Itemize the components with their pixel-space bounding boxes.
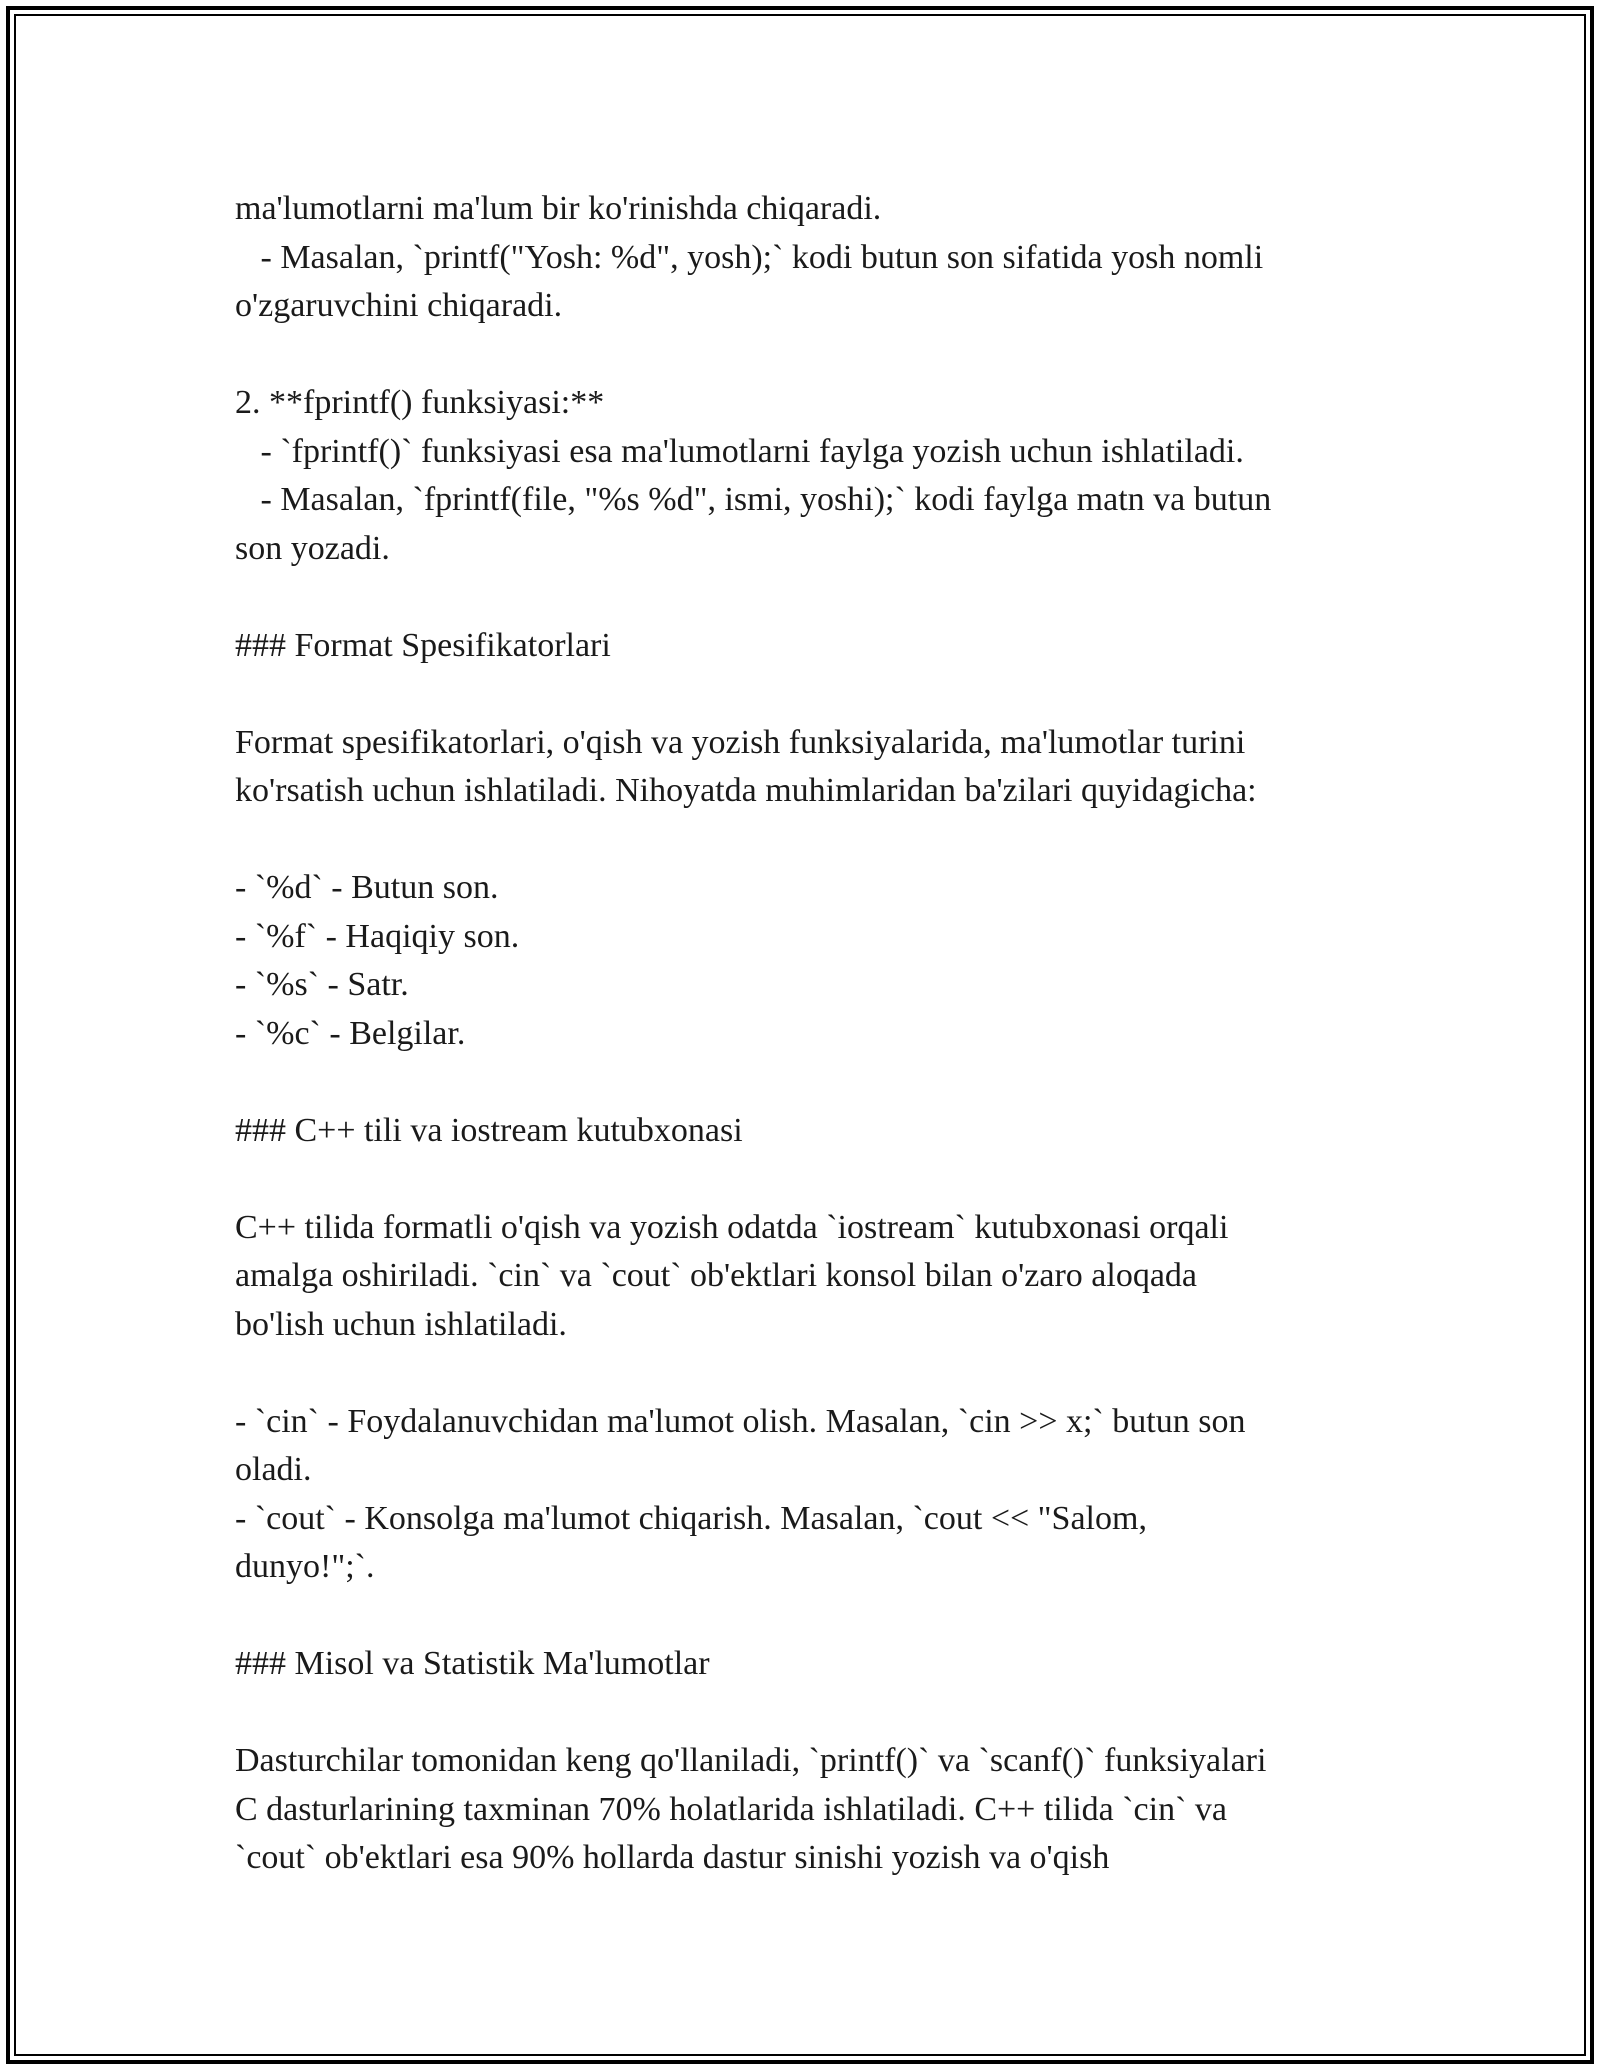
text-line: Dasturchilar tomonidan keng qo'llaniladi, `printf()` va `scanf()` funksiyalari: [235, 1742, 1267, 1779]
list-item: - `%d` - Butun son.: [235, 869, 499, 906]
text-line: bo'lish uchun ishlatiladi.: [235, 1305, 567, 1343]
text-line: C dasturlarining taxminan 70% holatlarida ishlatiladi. C++ tilida `cin` va: [235, 1790, 1228, 1828]
text-line: dunyo!";`.: [235, 1548, 375, 1585]
text-line: `cout` ob'ektlari esa 90% hollarda dastur sinishi yozish va o'qish: [235, 1839, 1110, 1876]
text-line: ma'lumotlarni ma'lum bir ko'rinishda chiqaradi.: [235, 190, 882, 227]
text-line: - Masalan, `fprintf(file, "%s %d", ismi, yoshi);` kodi faylga matn va butun: [235, 481, 1272, 518]
text-line: C++ tilida formatli o'qish va yozish odatda `iostream` kutubxonasi orqali: [235, 1208, 1229, 1246]
list-item: - `%f` - Haqiqiy son.: [235, 917, 520, 955]
list-item-heading: 2. **fprintf() funksiyasi:**: [235, 384, 605, 421]
text-line: o'zgaruvchini chiqaradi.: [235, 287, 563, 324]
section-heading: ### C++ tili va iostream kutubxonasi: [235, 1111, 743, 1149]
text-line: oladi.: [235, 1451, 312, 1488]
text-line: amalga oshiriladi. `cin` va `cout` ob'ektlari konsol bilan o'zaro aloqada: [235, 1257, 1198, 1294]
blank-line: [235, 573, 1365, 622]
list-item: - `cin` - Foydalanuvchidan ma'lumot olish. Masalan, `cin >> x;` butun son: [235, 1402, 1246, 1440]
section-heading: ### Misol va Statistik Ma'lumotlar: [235, 1645, 710, 1682]
list-item: - `cout` - Konsolga ma'lumot chiqarish. Masalan, `cout << "Salom,: [235, 1499, 1147, 1537]
blank-line: [235, 670, 1365, 719]
blank-line: [235, 331, 1365, 380]
text-line: ko'rsatish uchun ishlatiladi. Nihoyatda muhimlaridan ba'zilari quyidagicha:: [235, 772, 1257, 809]
blank-line: [235, 1349, 1365, 1398]
blank-line: [235, 1058, 1365, 1107]
text-line: - Masalan, `printf("Yosh: %d", yosh);` kodi butun son sifatida yosh nomli: [235, 238, 1264, 276]
list-item: - `%c` - Belgilar.: [235, 1014, 466, 1052]
section-heading: ### Format Spesifikatorlari: [235, 626, 611, 664]
blank-line: [235, 1592, 1365, 1641]
document-body: [235, 185, 1365, 1883]
text-line: - `fprintf()` funksiyasi esa ma'lumotlarni faylga yozish uchun ishlatiladi.: [235, 432, 1244, 470]
text-line: Format spesifikatorlari, o'qish va yozish funksiyalarida, ma'lumotlar turini: [235, 723, 1246, 761]
blank-line: [235, 1689, 1365, 1738]
blank-line: [235, 1155, 1365, 1204]
blank-line: [235, 816, 1365, 865]
text-line: son yozadi.: [235, 529, 390, 567]
list-item: - `%s` - Satr.: [235, 966, 409, 1003]
